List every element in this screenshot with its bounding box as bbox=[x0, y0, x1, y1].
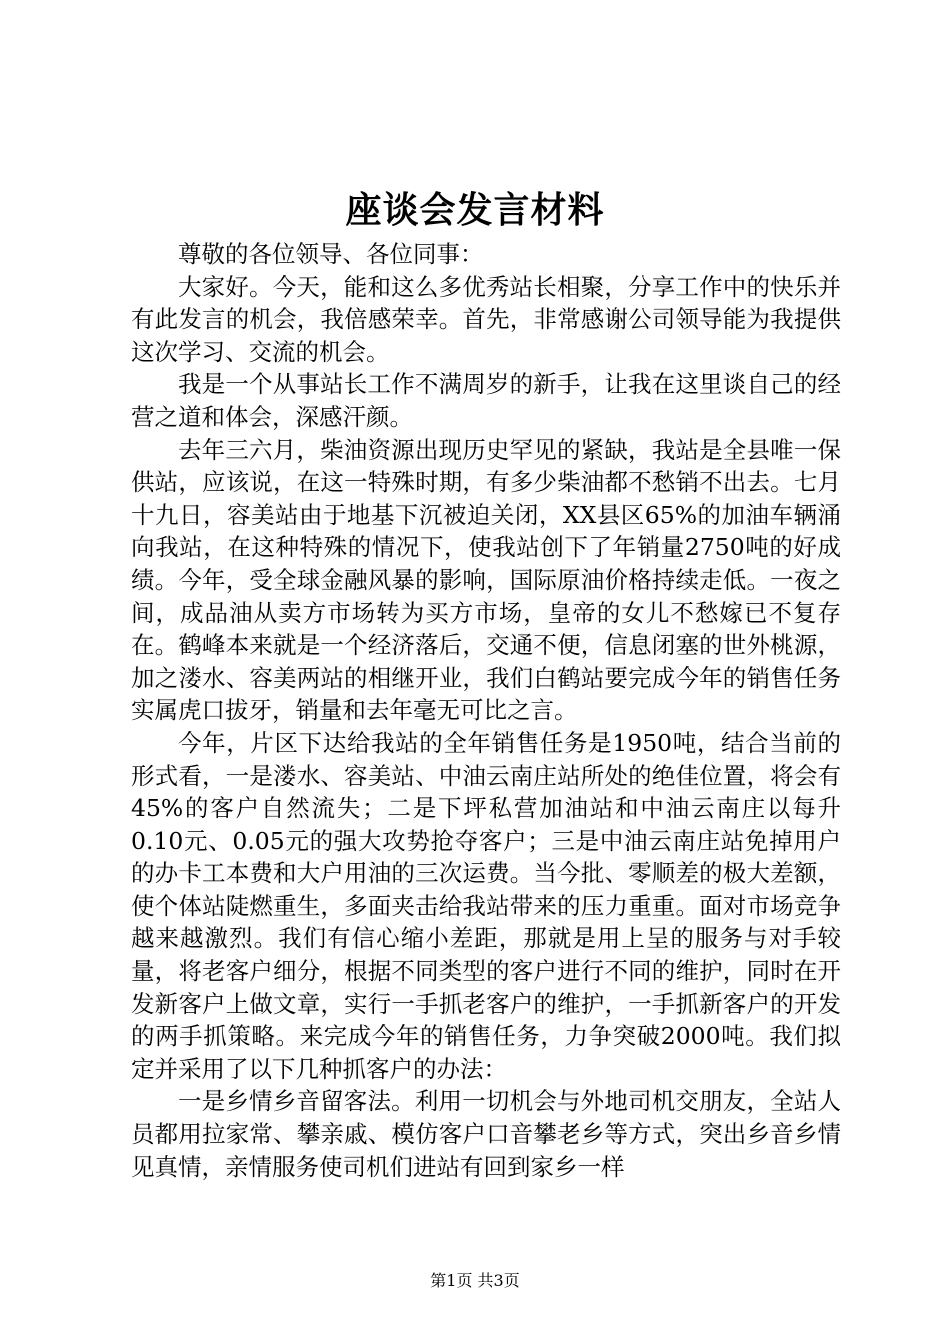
body-paragraph: 去年三六月，柴油资源出现历史罕见的紧缺，我站是全县唯一保供站，应该说，在这一特殊时期，有多少柴油都不愁销不出去。七月十九日，容美站由于地基下沉被迫关闭，XX县区65%的加油车辆涌向我站，在这种特殊的情况下，使我站创下了年销量2750吨的好成绩。今年，受全球金融风暴的影响，国际原油价格持续走低。一夜之间，成品油从卖方市场转为买方市场，皇帝的女儿不愁嫁已不复存在。鹤峰本来就是一个经济落后，交通不便，信息闭塞的世外桃源，加之溇水、容美两站的相继开业，我们白鹤站要完成今年的销售任务实属虎口拔牙，销量和去年毫无可比之言。 bbox=[131, 435, 841, 725]
body-paragraph: 一是乡情乡音留客法。利用一切机会与外地司机交朋友，全站人员都用拉家常、攀亲戚、模仿客户口音攀老乡等方式，突出乡音乡情见真情，亲情服务使司机们进站有回到家乡一样 bbox=[131, 1087, 841, 1181]
body-paragraph: 今年，片区下达给我站的全年销售任务是1950吨，结合当前的形式看，一是溇水、容美站、中油云南庄站所处的绝佳位置，将会有45%的客户自然流失；二是下坪私营加油站和中油云南庄以每升0.10元、0.05元的强大攻势抢夺客户；三是中油云南庄站免掉用户的办卡工本费和大户用油的三次运费。当今批、零顺差的极大差额，使个体站陡燃重生，多面夹击给我站带来的压力重重。面对市场竞争越来越激烈。我们有信心缩小差距，那就是用上呈的服务与对手较量，将老客户细分，根据不同类型的客户进行不同的维护，同时在开发新客户上做文章，实行一手抓老客户的维护，一手抓新客户的开发的两手抓策略。来完成今年的销售任务，力争突破2000吨。我们拟定并采用了以下几种抓客户的办法： bbox=[131, 728, 841, 1083]
document-body bbox=[131, 238, 841, 1183]
salutation-paragraph: 尊敬的各位领导、各位同事： bbox=[178, 240, 484, 268]
body-paragraph: 我是一个从事站长工作不满周岁的新手，让我在这里谈自己的经营之道和体会，深感汗颜。 bbox=[131, 370, 841, 431]
body-paragraph: 大家好。今天，能和这么多优秀站长相聚，分享工作中的快乐并有此发言的机会，我倍感荣幸。首先，非常感谢公司领导能为我提供这次学习、交流的机会。 bbox=[131, 272, 841, 366]
page-number-footer: 第1页 共3页 bbox=[430, 1271, 520, 1290]
document-title: 座谈会发言材料 bbox=[345, 189, 605, 231]
